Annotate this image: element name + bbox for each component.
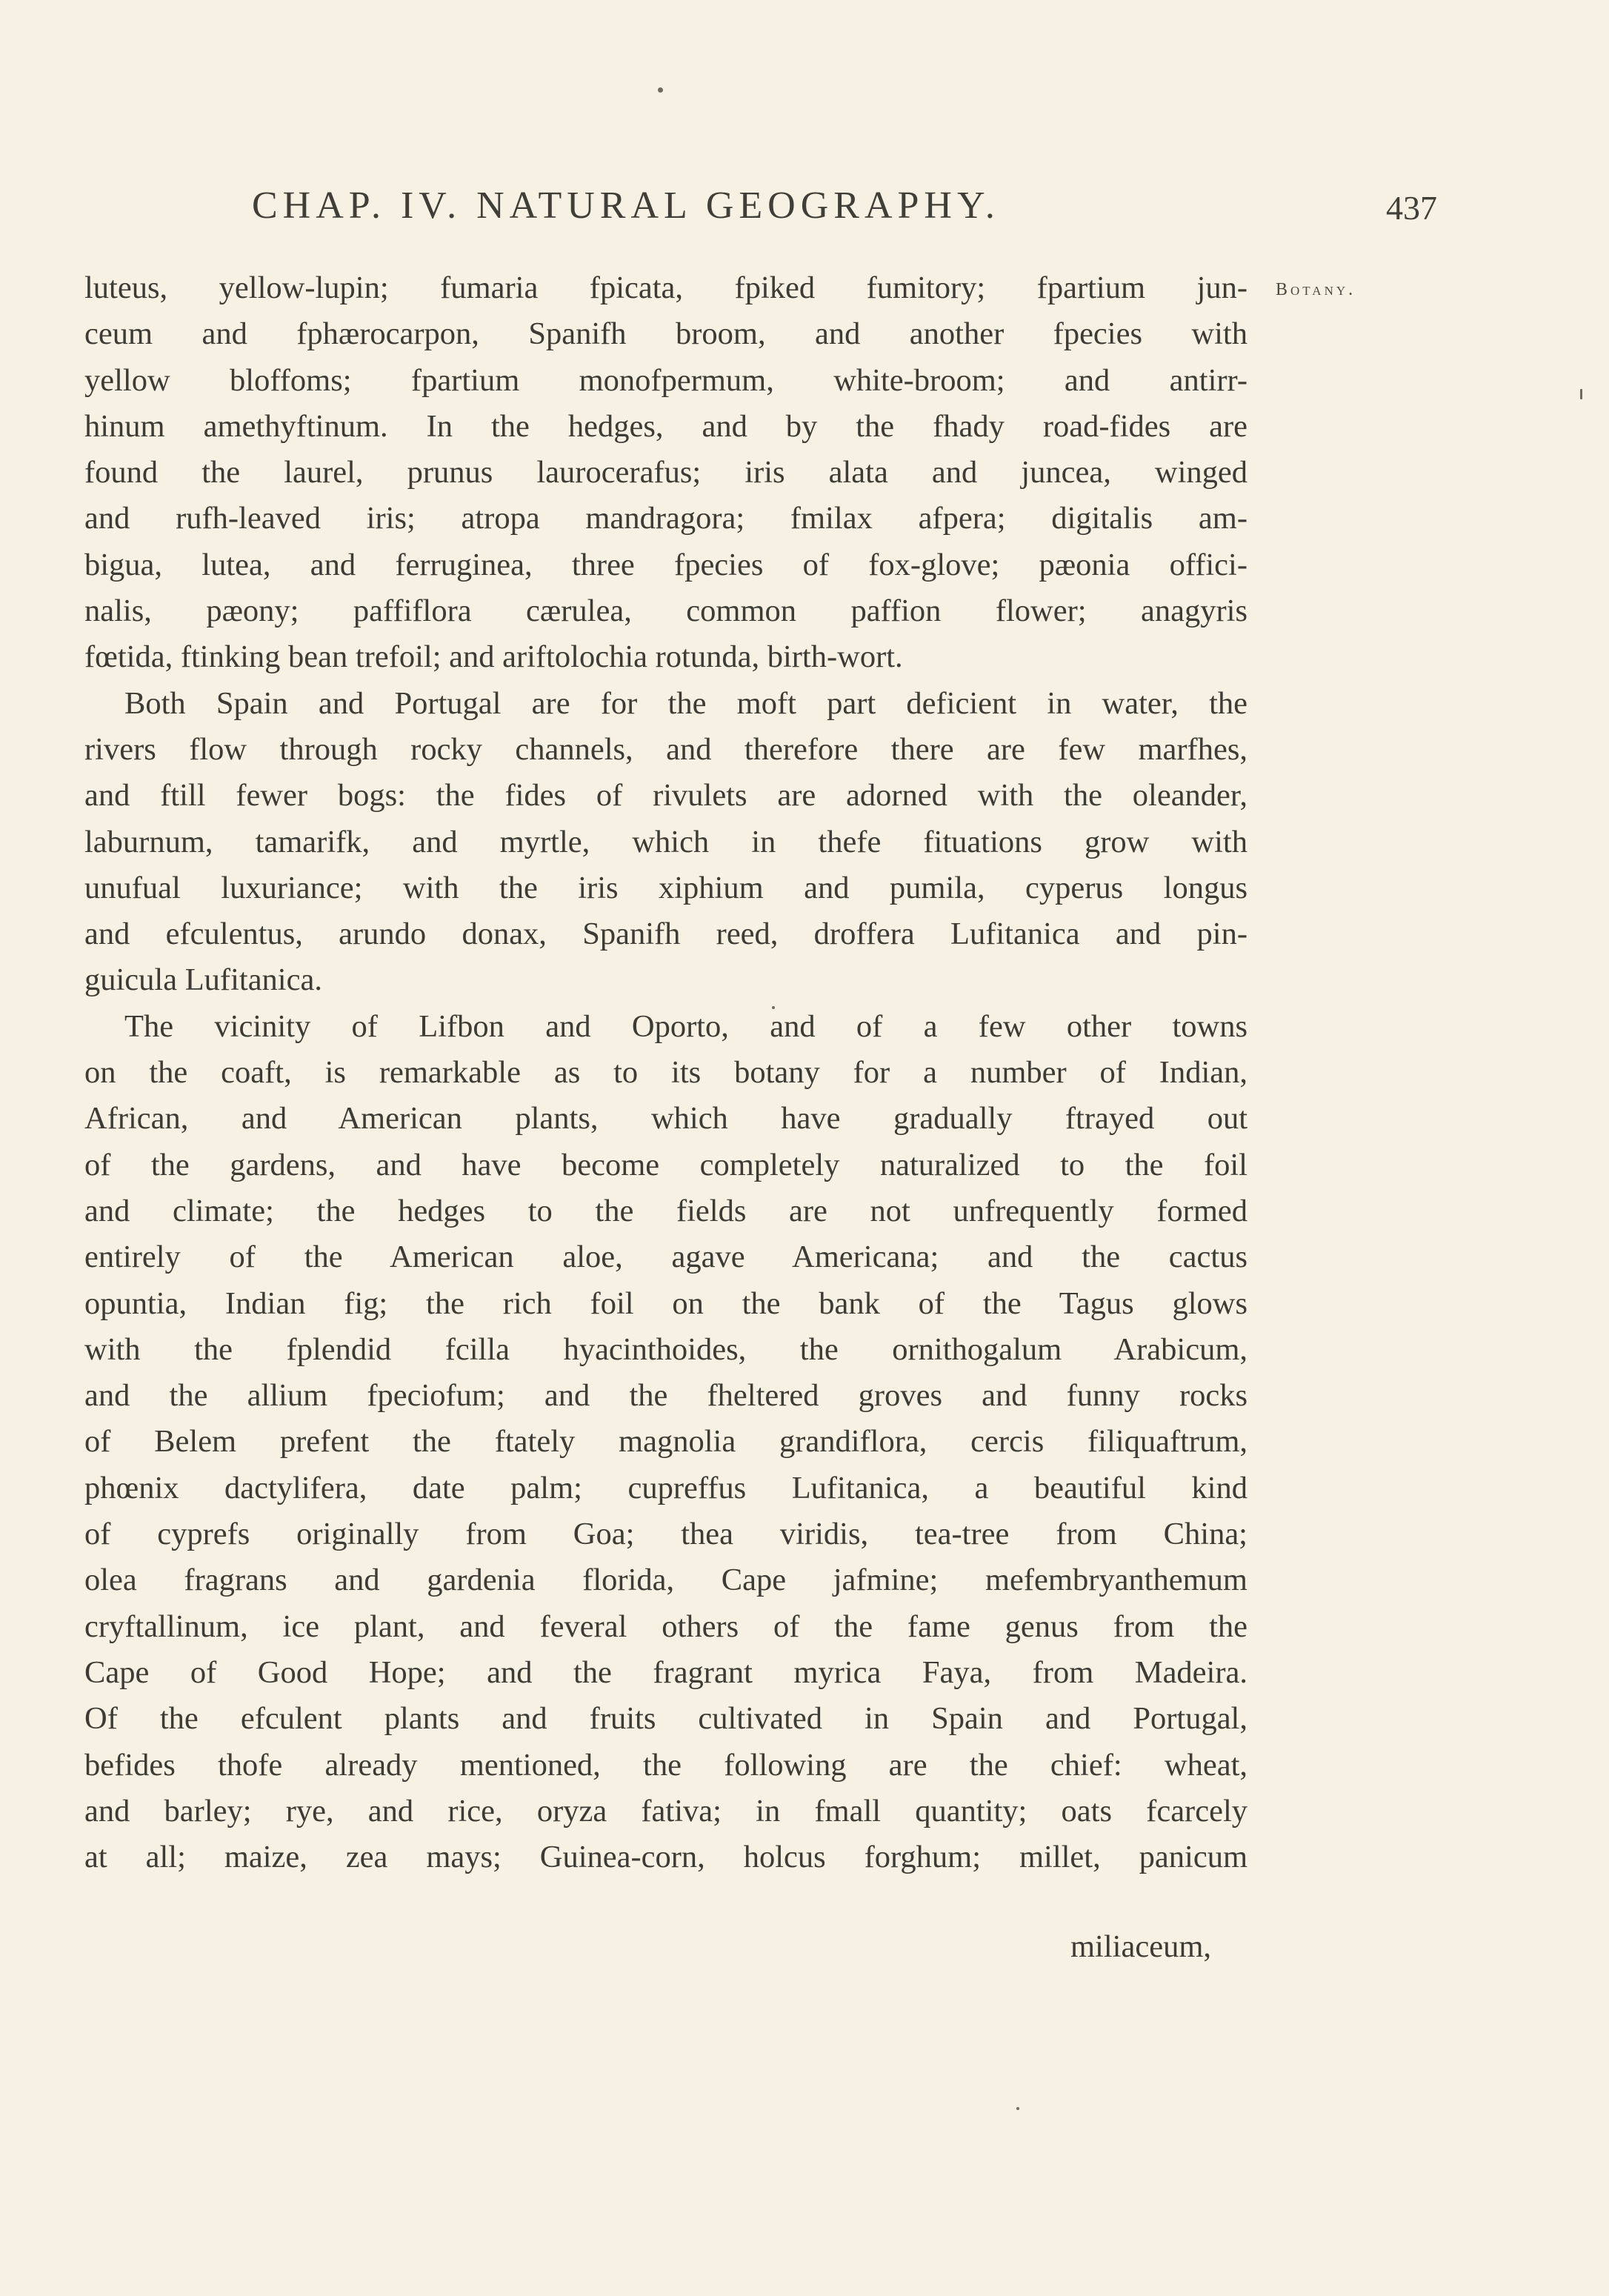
text-line: and climate; the hedges to the fields are not unfrequently formed [84, 1193, 1247, 1228]
body-text [84, 265, 1247, 1880]
text-line: olea fragrans and gardenia florida, Cape jafmine; mefembryanthemum [84, 1563, 1247, 1598]
text-line: Of the efculent plants and fruits cultivated in Spain and Portugal, [84, 1701, 1247, 1737]
catchword: miliaceum, [1070, 1929, 1212, 1964]
text-line: Cape of Good Hope; and the fragrant myrica Faya, from Madeira. [84, 1654, 1247, 1690]
text-line: and efculentus, arundo donax, Spanifh reed, droffera Lufitanica and pin- [84, 916, 1247, 952]
page-number: 437 [1386, 189, 1437, 227]
paper-speck [1580, 389, 1582, 399]
margin-note: Botany. [1276, 280, 1356, 299]
text-line: bigua, lutea, and ferruginea, three fpecies of fox-glove; pæonia offici- [84, 547, 1247, 582]
text-line: yellow bloffoms; fpartium monofpermum, white-broom; and antirr- [84, 362, 1247, 398]
text-line: of cyprefs originally from Goa; thea viridis, tea-tree from China; [84, 1517, 1247, 1552]
text-line: cryftallinum, ice plant, and feveral others of the fame genus from the [84, 1608, 1247, 1644]
text-line: and rufh-leaved iris; atropa mandragora; fmilax afpera; digitalis am- [84, 501, 1247, 536]
paper-speck [1016, 2107, 1019, 2110]
page-header [252, 184, 1437, 243]
text-line: and ftill fewer bogs: the fides of rivulets are adorned with the oleander, [84, 778, 1247, 813]
text-line: of Belem prefent the ftately magnolia grandiflora, cercis filiquaftrum, [84, 1424, 1247, 1460]
text-line: luteus, yellow-lupin; fumaria fpicata, fpiked fumitory; fpartium jun- [84, 270, 1247, 305]
text-line: rivers flow through rocky channels, and therefore there are few marfhes, [84, 731, 1247, 767]
running-head: CHAP. IV. NATURAL GEOGRAPHY. [252, 184, 1000, 227]
text-line: and the allium fpeciofum; and the fheltered groves and funny rocks [84, 1378, 1247, 1414]
text-line: at all; maize, zea mays; Guinea-corn, holcus forghum; millet, panicum [84, 1840, 1247, 1875]
text-line: with the fplendid fcilla hyacinthoides, the ornithogalum Arabicum, [84, 1331, 1247, 1367]
text-line: guicula Lufitanica. [84, 962, 322, 998]
text-line: found the laurel, prunus laurocerafus; iris alata and juncea, winged [84, 455, 1247, 490]
text-line: opuntia, Indian fig; the rich foil on the bank of the Tagus glows [84, 1285, 1247, 1321]
text-line: and barley; rye, and rice, oryza fativa; in fmall quantity; oats fcarcely [84, 1793, 1247, 1829]
text-line: Both Spain and Portugal are for the moft part deficient in water, the [124, 685, 1247, 721]
text-line: ceum and fphærocarpon, Spanifh broom, and another fpecies with [84, 316, 1247, 352]
text-line: The vicinity of Lifbon and Oporto, and of a few other towns [124, 1008, 1247, 1044]
text-line: fœtida, ftinking bean trefoil; and ariftolochia rotunda, birth-wort. [84, 639, 903, 675]
paper-speck [658, 87, 663, 93]
text-line: on the coaft, is remarkable as to its botany for a number of Indian, [84, 1055, 1247, 1091]
text-line: of the gardens, and have become completely naturalized to the foil [84, 1147, 1247, 1182]
text-line: laburnum, tamarifk, and myrtle, which in thefe fituations grow with [84, 824, 1247, 859]
text-line: phœnix dactylifera, date palm; cupreffus Lufitanica, a beautiful kind [84, 1470, 1247, 1505]
paper-speck [772, 1006, 775, 1009]
text-line: befides thofe already mentioned, the following are the chief: wheat, [84, 1747, 1247, 1783]
text-line: African, and American plants, which have gradually ftrayed out [84, 1101, 1247, 1137]
text-line: hinum amethyftinum. In the hedges, and by the fhady road-fides are [84, 408, 1247, 444]
text-line: nalis, pæony; paffiflora cærulea, common paffion flower; anagyris [84, 593, 1247, 629]
text-line: entirely of the American aloe, agave Americana; and the cactus [84, 1239, 1247, 1275]
text-line: unufual luxuriance; with the iris xiphium and pumila, cyperus longus [84, 870, 1247, 905]
